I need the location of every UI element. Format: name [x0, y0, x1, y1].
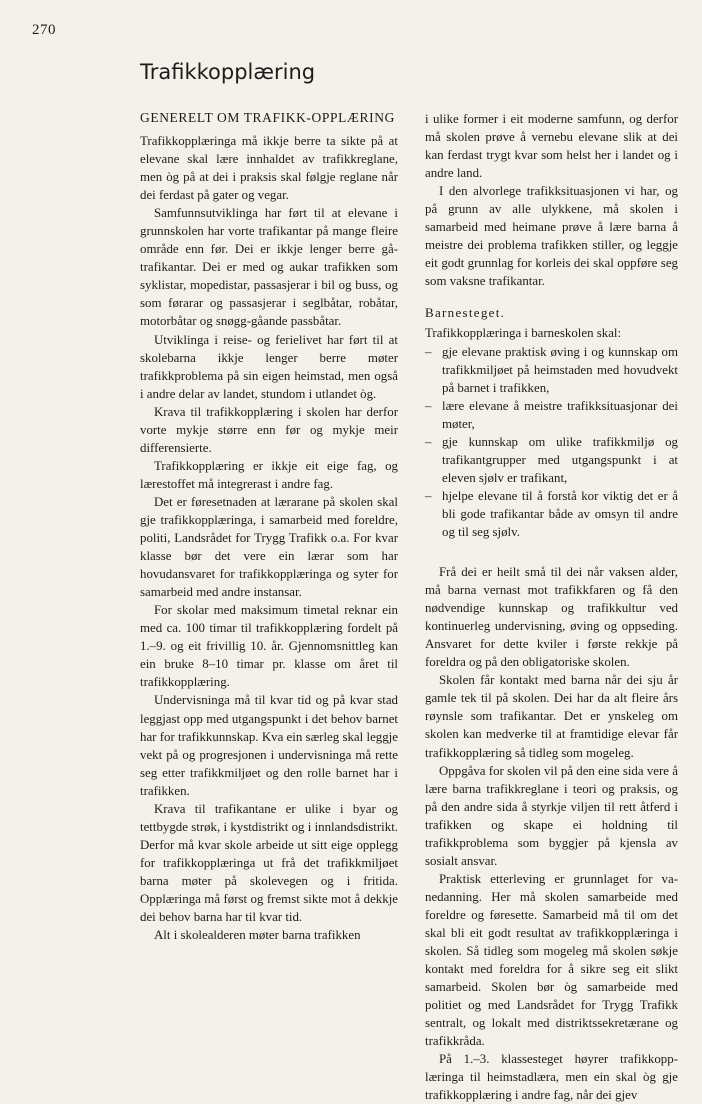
objectives-list	[425, 343, 678, 542]
paragraph: Det er føresetnaden at lærarane på skolen skal gje trafikkopplæringa, i samarbeid med foreldre, politi, Landsrådet for Trygg Trafikk o.a. For kvar klasse bør det vere ein lærar som har hovudansvaret for trafikkopplæringa og syter for samarbeid med andre instansar.	[140, 494, 398, 600]
list-item: – lære elevane å meistre trafikksituasjonar dei møter,	[425, 397, 678, 433]
list-item: – gje elevane praktisk øving i og kunnskap om trafikkmiljøet på heimstaden med hovudvekt på barnet i trafikken,	[425, 343, 678, 397]
paragraph: Utviklinga i reise- og ferielivet har ført til at skolebarna ikkje lenger berre møter trafikkproblema på sin eigen heimstad, men også i andre delar av landet, stundom i utlandet òg.	[140, 332, 398, 401]
paragraph: Undervisninga må til kvar tid og på kvar stad leggjast opp med utgangspunkt i det behov barnet har for trafikkunnskap. Kva ein særleg skal leggje vekt på og progresjonen i undervisninga må rette seg etter trafikkmiljøet og den rolle barnet har i trafikken.	[140, 693, 398, 798]
list-intro: Trafikkopplæringa i barneskolen skal:	[425, 326, 622, 341]
paragraph: Trafikkopplæringa må ikkje berre ta sikte på at elevane skal lære innhaldet av trafikkreglane, men òg på at dei i praksis skal følgje reglane når dei ferdast på gater og vegar.	[140, 134, 398, 203]
left-column	[140, 108, 398, 944]
chapter-title: Trafikkopplæring	[140, 60, 316, 84]
section-heading: GENERELT OM TRAFIKK-OPPLÆRING	[140, 110, 395, 125]
paragraph: I den alvorlege trafikksituasjonen vi har, og på grunn av alle ulykkene, må skolen i samarbeid med heimane prøve å lære barna å meistre dei problema trafikken stiller, og leggje eit godt grunnlag for korleis dei skal oppføre seg som vaksne trafikantar.	[425, 184, 678, 289]
paragraph: Trafikkopplæring er ikkje eit eige fag, og lærestoffet må integrerast i andre fag.	[140, 458, 398, 491]
paragraph: i ulike former i eit moderne samfunn, og derfor må skolen prøve å vernebu elevane slik at dei kan ferdast trygt kvar som helst her i landet og i andre land.	[425, 112, 678, 181]
paragraph: Frå dei er heilt små til dei når vaksen alder, må barna vernast mot trafikkfaren og få den nødvendige kunnskap og trafikkultur ved kontinuerleg undervisning, øving og oppseding. Ansvaret for dette kviler i første rekkje på foreldra og på den obligatoriske skolen.	[425, 565, 678, 670]
sub-heading: Barnesteget.	[425, 305, 506, 321]
paragraph: Oppgåva for skolen vil på den eine sida vere å lære barna trafikkreglane i teori og praksis, og på den andre sida å styrkje viljen til rett åtferd i trafikken og skape ei holdning til trafikkproblema som byggjer på kjensla av sosialt ansvar.	[425, 763, 678, 868]
right-column	[425, 110, 678, 1104]
paragraph: Praktisk etterleving er grunnlaget for vanedanning. Her må skolen samarbeide med foreldre og føresette. Samarbeid må til om det skal bli eit godt resultat av trafikkopplæringa i skolen. Så tidleg som mogeleg må skolen søkje kontakt med foreldra for å sikre seg eit slikt samarbeid. Skolen bør òg samarbeide med politiet og med Landsrådet for Trygg Trafikk sentralt, og lokalt med distriktssekretærane og trafikkråda.	[425, 871, 678, 1049]
page-number: 270	[32, 22, 56, 38]
paragraph: Alt i skolealderen møter barna trafikken	[154, 928, 361, 943]
paragraph: Krava til trafikantane er ulike i byar og tettbygde strøk, i kystdistrikt og i innlandsdistrikt. Derfor må kvar skole arbeide ut sitt eige opplegg for trafikkopplæringa ut frå det trafikkmiljøet barna møter på skolevegen og i fritida. Opplæringa må først og fremst sikte mot å dekkje dei behov barna har til kvar tid.	[140, 801, 398, 925]
list-item: – gje kunnskap om ulike trafikkmiljø og trafikantgrupper med utgangspunkt i at eleven sjølv er trafikant,	[425, 433, 678, 487]
paragraph: Krava til trafikkopplæring i skolen har derfor vorte mykje større enn før og mykje meir differensierte.	[140, 404, 398, 455]
paragraph: Samfunnsutviklinga har ført til at elevane i grunnskolen har vorte trafikantar på mange fleire område enn før. Dei er ikkje lenger berre gå-trafikantar. Dei er med og aukar trafikken som syklistar, mopedistar, passasjerar i bil og buss, og som førarar og passasjerar i seglbåtar, robåtar, motorbåtar og snøgg-gåande passbåtar.	[140, 206, 398, 329]
paragraph: Skolen får kontakt med barna når dei sju år gamle tek til på skolen. Dei har da alt fleire års røynsle som trafikantar. Det er ynskeleg om skolen kan medverke til at framtidige elevar får trafikkopplæring så tidleg som mogeleg.	[425, 673, 678, 760]
paragraph: På 1.–3. klassesteget høyrer trafikkopplæringa til heimstadlæra, men ein skal òg gje trafikkopplæring i andre fag, når dei gjev	[425, 1052, 678, 1103]
list-item: – hjelpe elevane til å forstå kor viktig det er å bli gode trafikantar både av omsyn til andre og til seg sjølv.	[425, 487, 678, 541]
paragraph: For skolar med maksimum timetal reknar ein med ca. 100 timar til trafikkopplæring fordelt på 1.–9. og eit frivillig 10. år. Gjennomsnittleg kan ein bruke 8–10 timar pr. klasse om året til trafikkopplæring.	[140, 603, 398, 690]
